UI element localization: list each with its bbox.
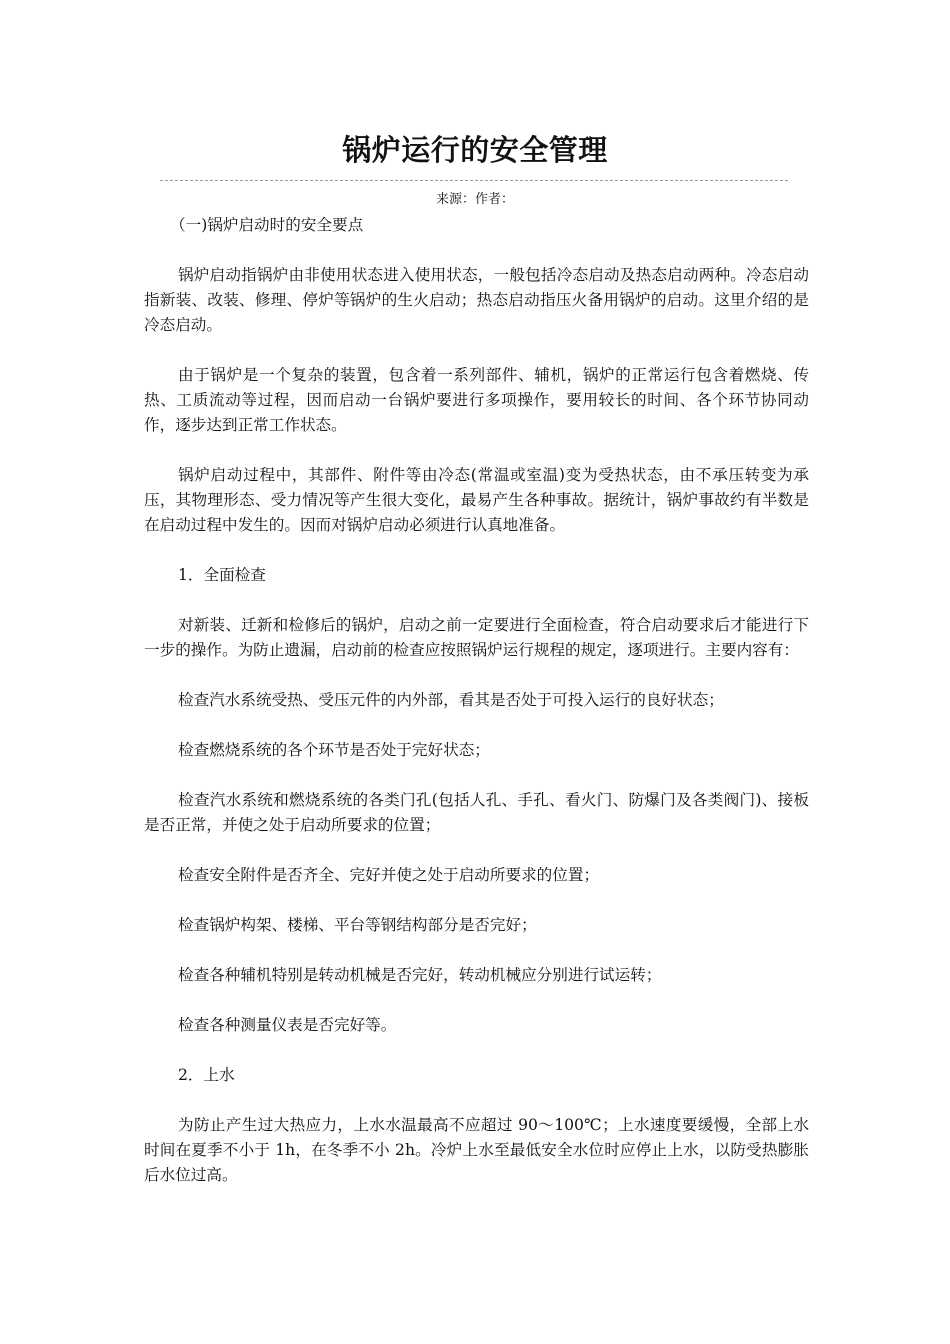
subsection-heading: 1．全面检查	[178, 566, 266, 584]
body-paragraph: 锅炉启动指锅炉由非使用状态进入使用状态，一般包括冷态启动及热态启动两种。冷态启动指新装、改装、修理、停炉等锅炉的生火启动；热态启动指压火备用锅炉的启动。这里介绍的是冷态启动。	[144, 266, 809, 334]
document-body	[144, 213, 809, 1188]
body-paragraph: 为防止产生过大热应力，上水水温最高不应超过 90～100℃；上水速度要缓慢，全部上水时间在夏季不小于 1h，在冬季不小 2h。冷炉上水至最低安全水位时应停止上水，以防受热膨胀后水位过高。	[144, 1116, 809, 1184]
source-author-line: 来源：作者：	[435, 192, 514, 207]
checklist-item: 检查锅炉构架、楼梯、平台等钢结构部分是否完好；	[178, 916, 537, 934]
body-paragraph: 对新装、迁新和检修后的锅炉，启动之前一定要进行全面检查，符合启动要求后才能进行下一步的操作。为防止遗漏，启动前的检查应按照锅炉运行规程的规定，逐项进行。主要内容有：	[144, 616, 809, 659]
checklist-item: 检查汽水系统和燃烧系统的各类门孔(包括人孔、手孔、看火门、防爆门及各类阀门)、接板是否正常，并使之处于启动所要求的位置；	[144, 791, 809, 834]
body-paragraph: 锅炉启动过程中，其部件、附件等由冷态(常温或室温)变为受热状态，由不承压转变为承压，其物理形态、受力情况等产生很大变化，最易产生各种事故。据统计，锅炉事故约有半数是在启动过程中发生的。因而对锅炉启动必须进行认真地准备。	[144, 466, 809, 534]
checklist-item: 检查各种测量仪表是否完好等。	[178, 1016, 397, 1034]
section-heading: （一)锅炉启动时的安全要点	[170, 216, 364, 234]
body-paragraph: 由于锅炉是一个复杂的装置，包含着一系列部件、辅机，锅炉的正常运行包含着燃烧、传热、工质流动等过程，因而启动一台锅炉要进行多项操作，要用较长的时间、各个环节协同动作，逐步达到正常工作状态。	[144, 366, 809, 434]
checklist-item: 检查汽水系统受热、受压元件的内外部，看其是否处于可投入运行的良好状态；	[178, 691, 724, 709]
subsection-heading: 2．上水	[178, 1066, 235, 1084]
title-divider	[160, 180, 788, 181]
checklist-item: 检查燃烧系统的各个环节是否处于完好状态；	[178, 741, 490, 759]
document-title: 锅炉运行的安全管理	[342, 133, 608, 167]
checklist-item: 检查各种辅机特别是转动机械是否完好，转动机械应分别进行试运转；	[178, 966, 662, 984]
checklist-item: 检查安全附件是否齐全、完好并使之处于启动所要求的位置；	[178, 866, 600, 884]
